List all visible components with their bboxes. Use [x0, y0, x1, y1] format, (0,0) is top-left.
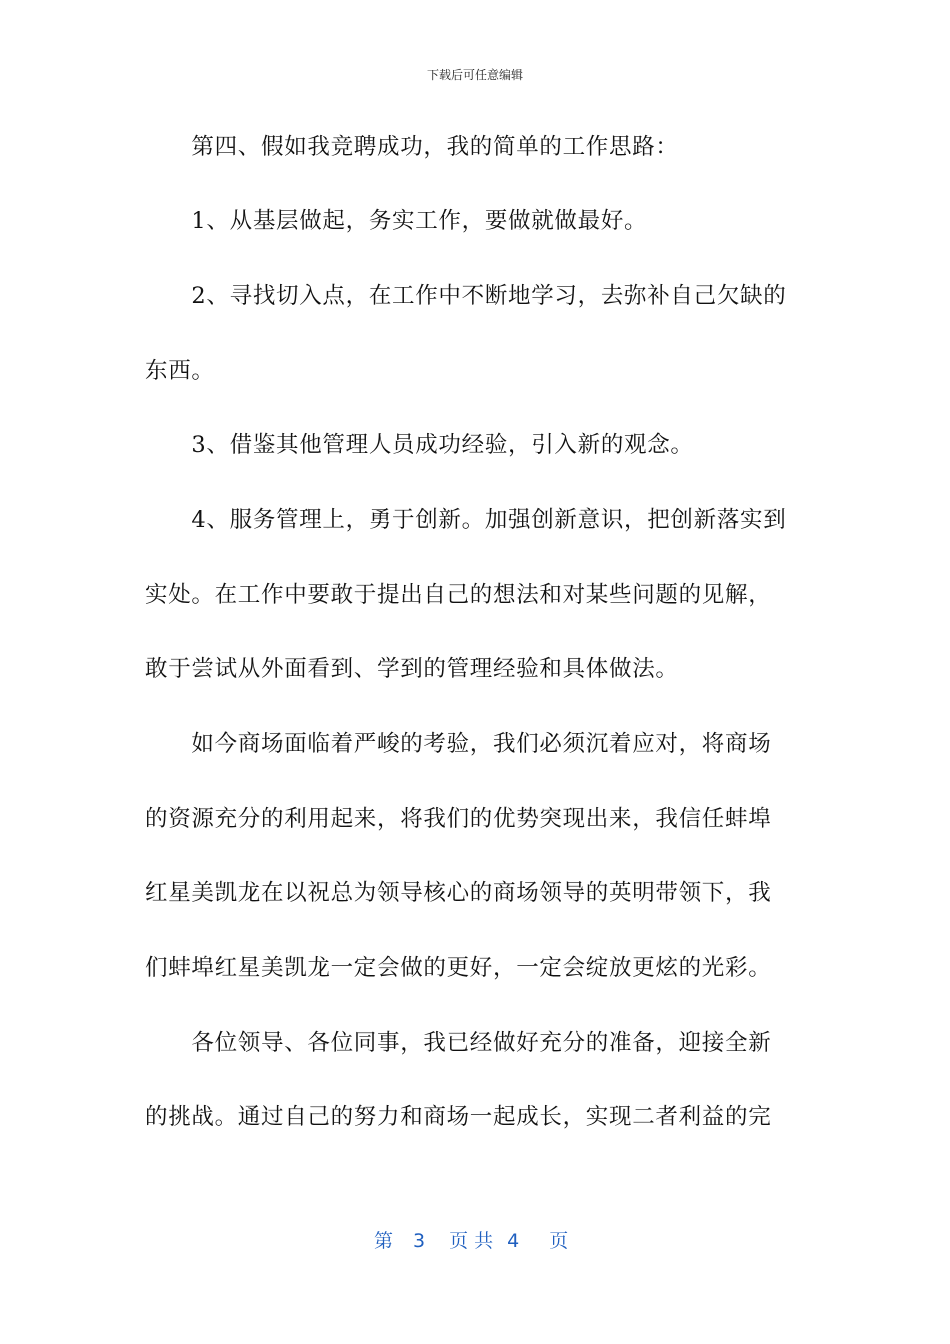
header-note: 下载后可任意编辑 [426, 68, 523, 82]
footer-total-pages: 4 [507, 1230, 520, 1252]
paragraph-line: 第四、假如我竞聘成功，我的简单的工作思路： [145, 134, 679, 160]
page-footer [374, 1226, 568, 1253]
paragraph-line: 3、借鉴其他管理人员成功经验，引入新的观念。 [145, 432, 694, 458]
footer-total-prefix: 共 [474, 1230, 494, 1252]
footer-page-prefix: 第 [374, 1230, 394, 1252]
paragraph-line: 如今商场面临着严峻的考验，我们必须沉着应对，将商场 [145, 731, 772, 757]
paragraph-line: 们蚌埠红星美凯龙一定会做的更好，一定会绽放更炫的光彩。 [145, 955, 772, 981]
paragraph-line: 的挑战。通过自己的努力和商场一起成长，实现二者利益的完 [145, 1104, 772, 1130]
paragraph-line: 敢于尝试从外面看到、学到的管理经验和具体做法。 [145, 656, 679, 682]
paragraph-line: 各位领导、各位同事，我已经做好充分的准备，迎接全新 [145, 1030, 772, 1056]
paragraph-line: 4、服务管理上，勇于创新。加强创新意识，把创新落实到 [145, 507, 787, 533]
paragraph-line: 2、寻找切入点，在工作中不断地学习，去弥补自己欠缺的 [145, 283, 787, 309]
footer-page-word-end: 页 [549, 1230, 569, 1252]
paragraph-line: 实处。在工作中要敢于提出自己的想法和对某些问题的见解， [145, 582, 772, 608]
footer-page-word: 页 [449, 1230, 469, 1252]
paragraph-line: 东西。 [145, 358, 215, 384]
paragraph-line: 红星美凯龙在以祝总为领导核心的商场领导的英明带领下，我 [145, 880, 772, 906]
paragraph-line: 的资源充分的利用起来，将我们的优势突现出来，我信任蚌埠 [145, 806, 772, 832]
footer-current-page: 3 [413, 1230, 426, 1252]
paragraph-line: 1、从基层做起，务实工作，要做就做最好。 [145, 208, 648, 234]
